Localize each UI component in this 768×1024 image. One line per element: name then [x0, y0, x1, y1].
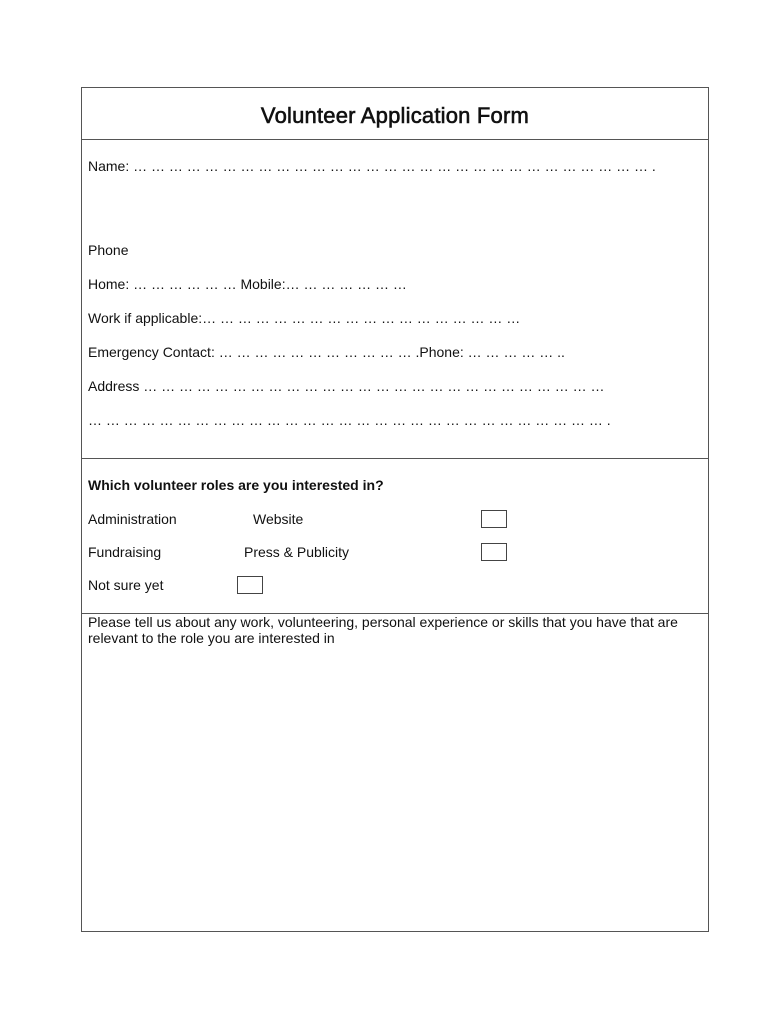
roles-heading: Which volunteer roles are you interested in? [88, 477, 384, 493]
volunteer-application-form [81, 87, 709, 932]
role-not-sure-checkbox[interactable] [237, 576, 263, 594]
volunteer-roles-section [82, 459, 708, 614]
experience-section[interactable] [82, 614, 708, 931]
home-mobile-field[interactable]: Home: … … … … … … Mobile:… … … … … … … [88, 276, 407, 292]
role-fundraising-label: Fundraising [88, 544, 162, 560]
address-field-line2[interactable]: … … … … … … … … … … … … … … … … … … … … … … … … … … … … … . [88, 412, 611, 428]
role-not-sure-label: Not sure yet [88, 577, 164, 593]
address-field-line1[interactable]: Address … … … … … … … … … … … … … … … … … … … … … … … … … … [88, 378, 605, 394]
role-press-publicity-label: Press & Publicity [244, 544, 350, 560]
role-administration-label: Administration [88, 511, 177, 527]
name-field[interactable]: Name: … … … … … … … … … … … … … … … … … … … … … … … … … … … … … . [88, 158, 656, 174]
title-section [82, 88, 708, 140]
role-website-label: Website [253, 511, 304, 527]
personal-details-section [82, 140, 708, 459]
emergency-contact-field[interactable]: Emergency Contact: … … … … … … … … … … … .Phone: … … … … … .. [88, 344, 565, 360]
form-title: Volunteer Application Form [260, 103, 530, 128]
role-website-checkbox[interactable] [481, 510, 507, 528]
work-phone-field[interactable]: Work if applicable:… … … … … … … … … … … … … … … … … … [88, 310, 521, 326]
experience-prompt: Please tell us about any work, volunteering, personal experience or skills that you have that are relevant to the role you are interested in [88, 614, 678, 646]
phone-heading: Phone [88, 242, 129, 258]
role-press-publicity-checkbox[interactable] [481, 543, 507, 561]
